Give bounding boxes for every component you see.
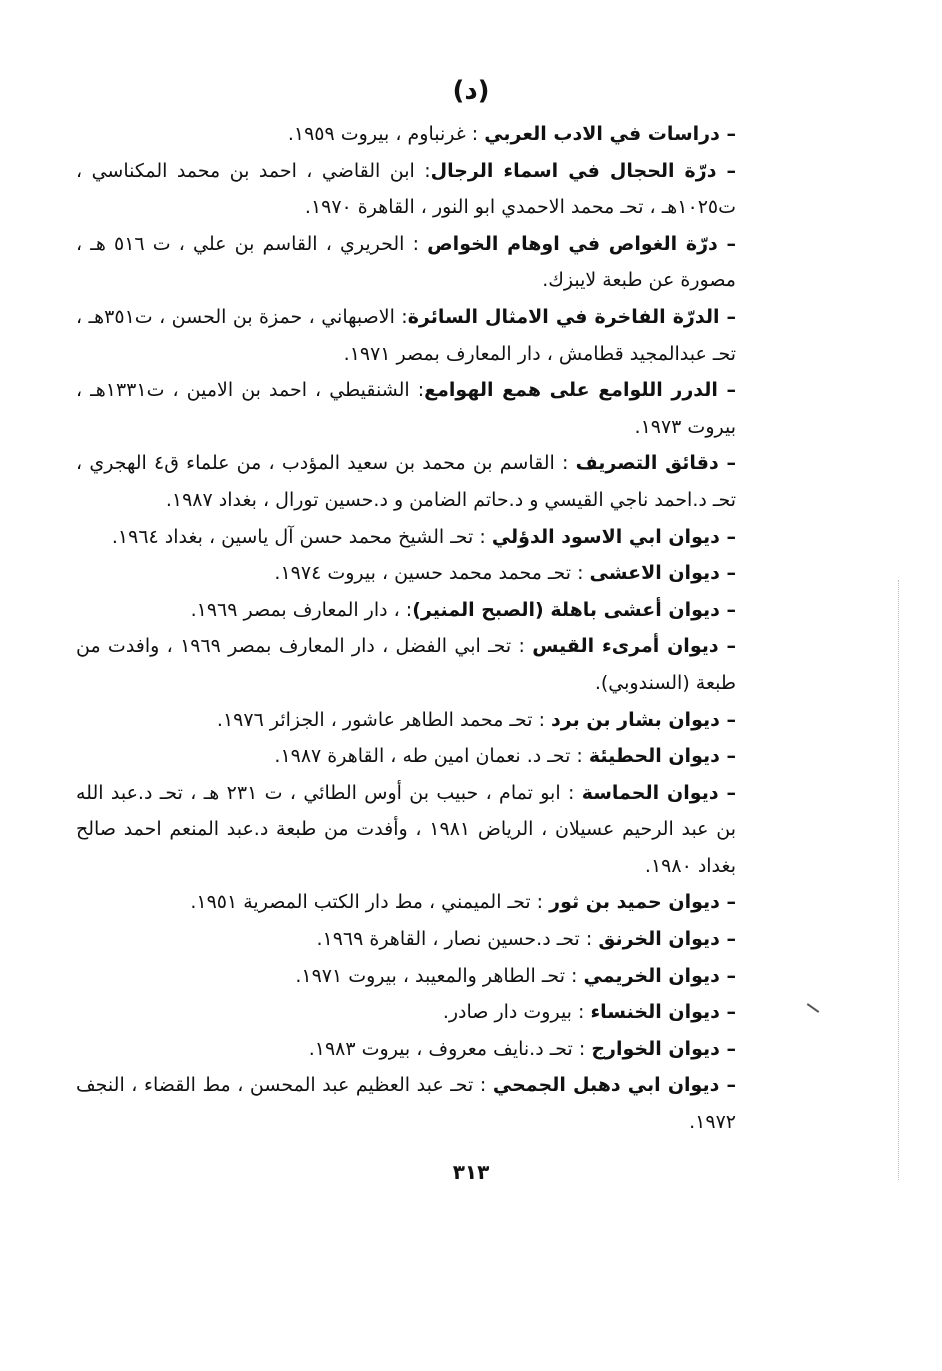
- bibliography-entry: [76, 299, 736, 372]
- bibliography-entry: [76, 628, 736, 701]
- entry-title: ديوان الحماسة: [581, 781, 719, 804]
- entry-details: : ، دار المعارف بمصر ١٩٦٩.: [190, 598, 413, 621]
- entry-title: ديوان ابي دهبل الجمحي: [492, 1074, 720, 1097]
- entry-title: ديوان الاعشى: [589, 562, 720, 585]
- entry-title: الدرّة الفاخرة في الامثال السائرة: [407, 305, 720, 328]
- entry-details: : بيروت دار صادر.: [442, 1001, 591, 1024]
- entry-title: ديوان بشار بن برد: [551, 708, 720, 731]
- page-number: ٣١٣: [452, 1160, 490, 1184]
- entry-title: ديوان الخنساء: [590, 1001, 720, 1024]
- entry-details: : تحـ د.نايف معروف ، بيروت ١٩٨٣.: [308, 1037, 592, 1060]
- bibliography-list: [76, 116, 736, 1141]
- entry-details: : تحـ الميمني ، مط دار الكتب المصرية ١٩٥١.: [190, 891, 550, 914]
- entry-details: : القاسم بن محمد بن سعيد المؤدب ، من علماء ق٤ الهجري ، تحـ د.احمد ناجي القيسي و د.حاتم الضامن و د.حسين تورال ، بغداد ١٩٨٧.: [76, 452, 736, 511]
- entry-details: : تحـ د. نعمان امين طه ، القاهرة ١٩٨٧.: [274, 745, 589, 768]
- bibliography-entry: [76, 958, 736, 995]
- entry-dash: –: [719, 928, 736, 951]
- entry-details: : تحـ د.حسين نصار ، القاهرة ١٩٦٩.: [316, 928, 599, 951]
- entry-dash: –: [719, 708, 736, 731]
- bibliography-entry: [76, 1031, 736, 1068]
- entry-dash: –: [719, 1001, 736, 1024]
- entry-dash: –: [716, 159, 736, 182]
- bibliography-entry: [76, 994, 736, 1031]
- entry-title: الدرر اللوامع على همع الهوامع: [424, 379, 718, 402]
- entry-details: : الاصبهاني ، حمزة بن الحسن ، ت٣٥١هـ ، تحـ عبدالمجيد قطامش ، دار المعارف بمصر ١٩٧١.: [76, 305, 736, 365]
- section-letter-heading: (د): [452, 76, 490, 106]
- entry-details: : الحريري ، القاسم بن علي ، ت ٥١٦ هـ ، مصورة عن طبعة لايبزك.: [76, 232, 736, 292]
- bibliography-entry: [76, 592, 736, 629]
- entry-dash: –: [718, 452, 736, 475]
- entry-title: ديوان الخريمي: [583, 964, 720, 987]
- entry-dash: –: [719, 525, 736, 548]
- entry-dash: –: [719, 1037, 736, 1060]
- entry-details: : ابن القاضي ، احمد بن محمد المكناسي ، ت١٠٢٥هـ ، تحـ محمد الاحمدي ابو النور ، القاهرة ١٩٧٠.: [76, 159, 736, 219]
- bibliography-entry: [76, 116, 736, 153]
- entry-dash: –: [717, 379, 737, 402]
- entry-dash: –: [719, 598, 736, 621]
- bibliography-entry: [76, 1067, 736, 1140]
- entry-details: : ابو تمام ، حبيب بن أوس الطائي ، ت ٢٣١ هـ ، تحـ د.عبد الله بن عبد الرحيم عسيلان ، الرياض ١٩٨١ ، وأفدت من طبعة د.عبد المنعم احمد صالح بغداد ١٩٨٠.: [76, 781, 736, 877]
- entry-dash: –: [719, 1074, 737, 1097]
- entry-details: : تحـ محمد محمد حسين ، بيروت ١٩٧٤.: [274, 562, 590, 585]
- margin-mark: [807, 1003, 820, 1013]
- bibliography-entry: [76, 555, 736, 592]
- entry-title: ديوان الخوارج: [591, 1037, 720, 1060]
- bibliography-entry: [76, 775, 736, 885]
- entry-dash: –: [719, 305, 736, 328]
- bibliography-entry: [76, 884, 736, 921]
- bibliography-entry: [76, 738, 736, 775]
- entry-title: ديوان الخرنق: [598, 928, 720, 951]
- entry-title: ديوان أعشى باهلة (الصبح المنير): [412, 598, 720, 621]
- entry-dash: –: [719, 745, 736, 768]
- entry-dash: –: [719, 562, 736, 585]
- bibliography-entry: [76, 372, 736, 445]
- entry-title: درّة الغواص في اوهام الخواص: [427, 232, 718, 255]
- entry-dash: –: [717, 232, 736, 255]
- entry-details: : تحـ الطاهر والمعيبد ، بيروت ١٩٧١.: [295, 964, 584, 987]
- entry-title: دراسات في الادب العربي: [484, 123, 720, 145]
- entry-details: : الشنقيطي ، احمد بن الامين ، ت١٣٣١هـ ، بيروت ١٩٧٣.: [76, 379, 736, 438]
- entry-dash: –: [719, 123, 736, 145]
- bibliography-entry: [76, 153, 736, 226]
- entry-details: : غرنباوم ، بيروت ١٩٥٩.: [287, 123, 485, 145]
- scan-edge-dots: [898, 580, 899, 1180]
- entry-title: درّة الحجال في اسماء الرجال: [430, 159, 717, 182]
- entry-dash: –: [718, 635, 736, 658]
- bibliography-entry: [76, 445, 736, 518]
- bibliography-entry: [76, 702, 736, 739]
- entry-details: : تحـ عبد العظيم عبد المحسن ، مط القضاء ، النجف ١٩٧٢.: [76, 1074, 736, 1134]
- entry-title: ديوان ابي الاسود الدؤلي: [491, 525, 720, 548]
- entry-title: ديوان حميد بن ثور: [549, 891, 720, 914]
- entry-details: : تحـ الشيخ محمد حسن آل ياسين ، بغداد ١٩٦٤.: [111, 525, 492, 548]
- entry-details: : تحـ ابي الفضل ، دار المعارف بمصر ١٩٦٩ ، وافدت من طبعة (السندوبي).: [76, 635, 736, 694]
- entry-title: دقائق التصريف: [575, 452, 719, 475]
- entry-dash: –: [719, 964, 736, 987]
- bibliography-entry: [76, 921, 736, 958]
- entry-title: ديوان الحطيئة: [588, 745, 720, 768]
- entry-title: ديوان أمرىء القيس: [532, 635, 719, 658]
- bibliography-entry: [76, 519, 736, 556]
- entry-dash: –: [719, 891, 736, 914]
- entry-dash: –: [718, 781, 737, 804]
- entry-details: : تحـ محمد الطاهر عاشور ، الجزائر ١٩٧٦.: [216, 708, 552, 731]
- bibliography-entry: [76, 226, 736, 299]
